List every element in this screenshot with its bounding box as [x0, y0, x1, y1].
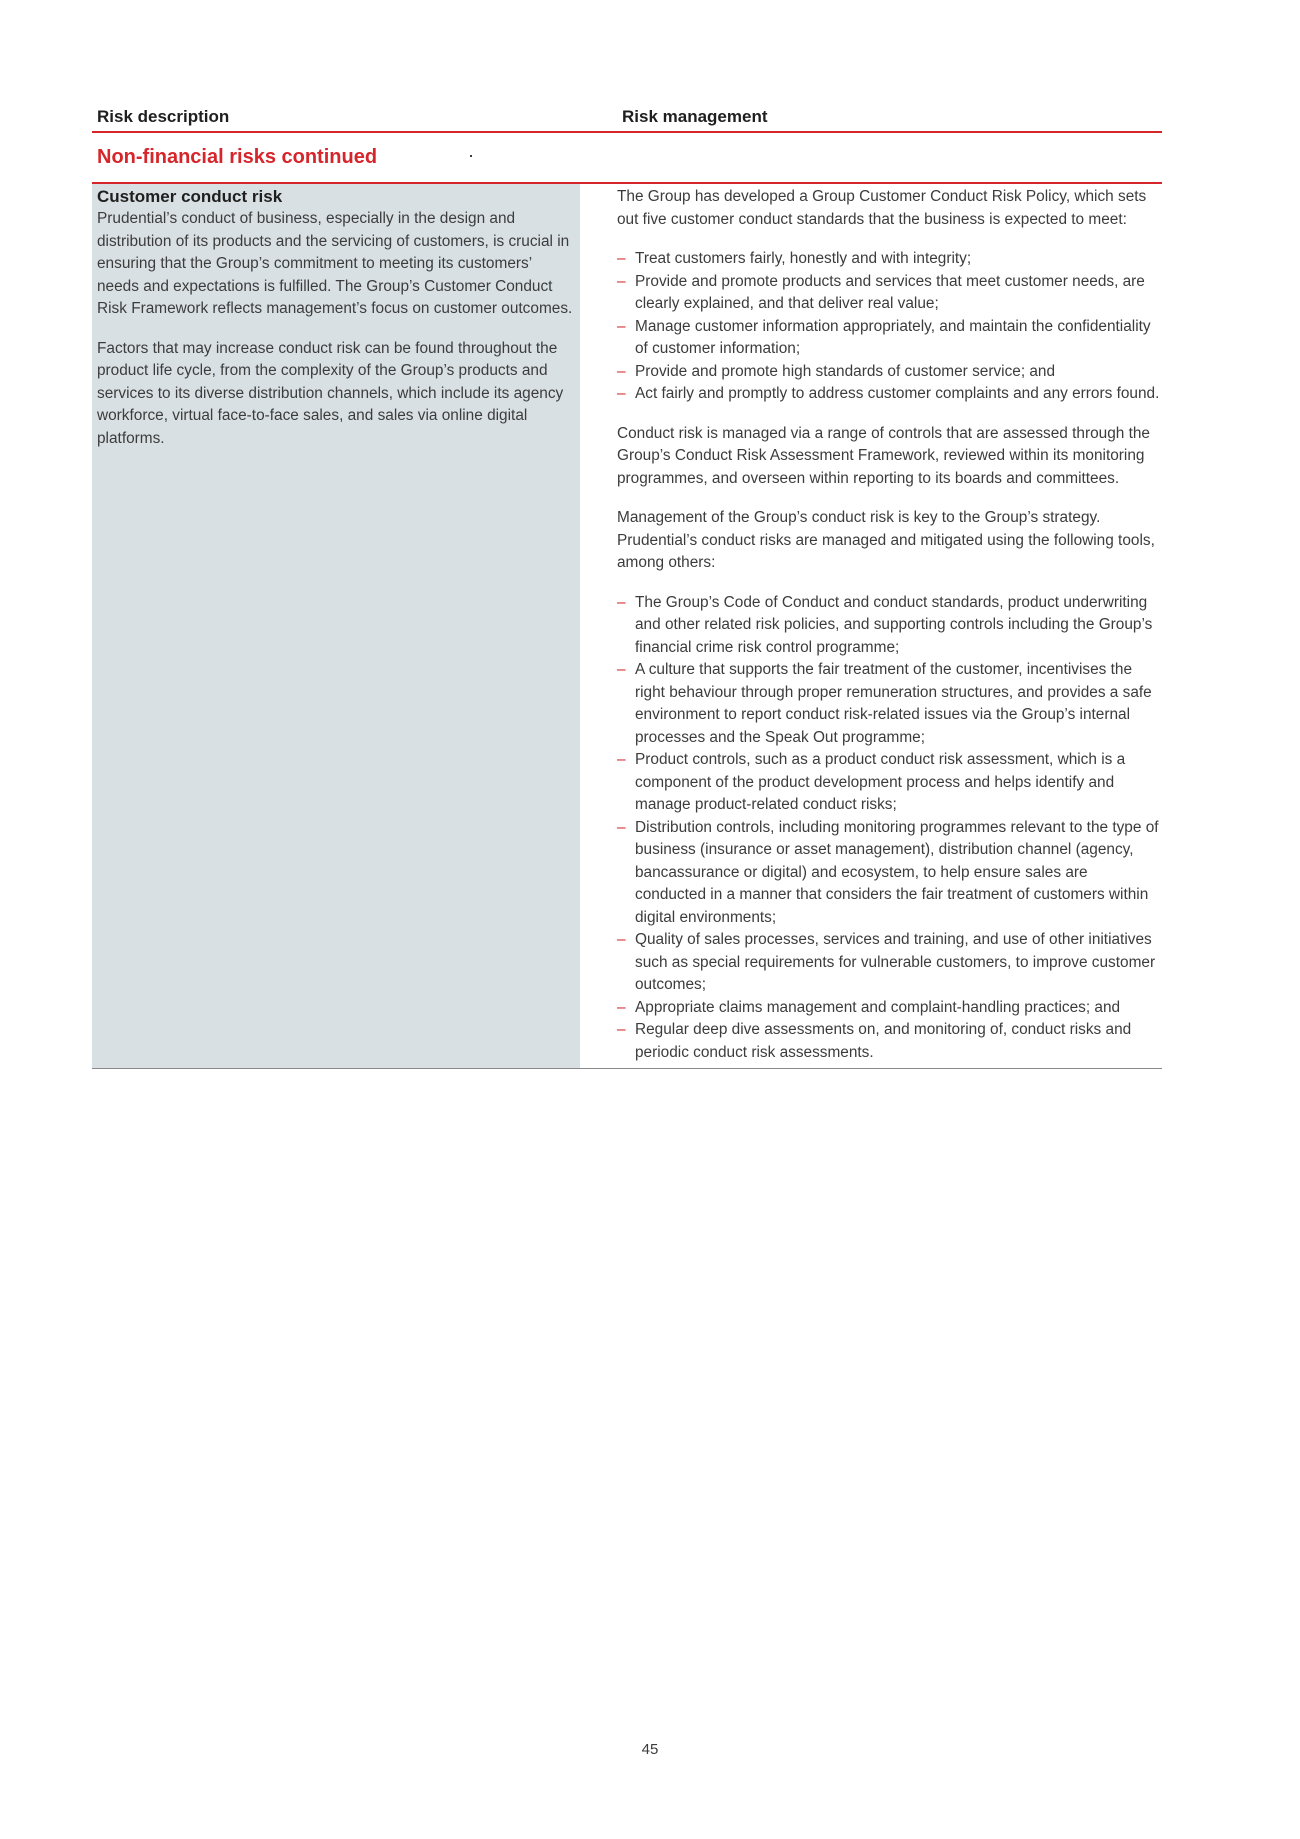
list-item: – The Group’s Code of Conduct and conduct standards, product underwriting and other related risk policies, and supporting controls including the Group’s financial crime risk control programme; — [617, 593, 1153, 656]
dash-bullet-icon: – — [617, 250, 626, 267]
management-paragraph-3: Management of the Group’s conduct risk is key to the Group’s strategy. Prudential’s conduct risks are managed and mitigated using the following tools, among others: — [617, 509, 1155, 571]
risk-description-paragraph-1: Prudential’s conduct of business, especially in the design and distribution of its products and the servicing of customers, is crucial in ensuring that the Group’s commitment to meeting its customers’ needs and expectations is fulfilled. The Group’s Customer Conduct Risk Framework reflects management’s focus on customer outcomes. — [97, 210, 573, 317]
dash-bullet-icon: – — [617, 661, 626, 678]
dash-bullet-icon: – — [617, 362, 626, 380]
list-item: – Distribution controls, including monitoring programmes relevant to the type of business (insurance or asset management), distribution channel (agency, bancassurance or digital) and ecosystem, to help ensure sales are conducted in a manner that considers the fair treatment of customers within digital environments; — [617, 818, 1159, 926]
dash-bullet-icon: – — [617, 317, 626, 335]
risk-management-cell — [617, 184, 1162, 1068]
management-intro: The Group has developed a Group Customer Conduct Risk Policy, which sets out five customer conduct standards that the business is expected to meet: — [617, 188, 1147, 228]
dash-bullet-icon: – — [617, 593, 626, 611]
list-item: – Regular deep dive assessments on, and monitoring of, conduct risks and periodic conduct risk assessments. — [617, 1021, 1132, 1061]
list-item: – A culture that supports the fair treatment of the customer, incentivises the right behaviour through proper remuneration structures, and provides a safe environment to report conduct risk-related issues via the Group’s internal processes and the Speak Out programme; — [617, 661, 1152, 746]
list-item: – Manage customer information appropriately, and maintain the confidentiality of customer information; — [617, 317, 1151, 357]
risk-title: Customer conduct risk — [97, 187, 283, 206]
dash-bullet-icon: – — [617, 998, 626, 1016]
stray-dot — [470, 155, 472, 157]
dash-bullet-icon: – — [617, 751, 626, 768]
header-risk-description: Risk description — [97, 107, 230, 126]
conduct-standards-list — [617, 248, 1162, 406]
dash-bullet-icon: – — [617, 818, 626, 836]
list-item: – Appropriate claims management and complaint-handling practices; and — [617, 997, 1162, 1020]
risk-description-cell — [92, 184, 580, 1068]
list-item: – Act fairly and promptly to address customer complaints and any errors found. — [617, 383, 1162, 406]
list-item: – Treat customers fairly, honestly and with integrity; — [617, 248, 1162, 271]
header-risk-management: Risk management — [622, 107, 768, 126]
list-item: – Quality of sales processes, services and training, and use of other initiatives such as special requirements for vulnerable customers, to improve customer outcomes; — [617, 931, 1156, 993]
dash-bullet-icon: – — [617, 385, 626, 402]
risk-table-row — [92, 184, 1162, 1069]
dash-bullet-icon: – — [617, 272, 626, 290]
list-item: – Provide and promote products and services that meet customer needs, are clearly explained, and that deliver real value; — [617, 272, 1145, 312]
list-item: – Provide and promote high standards of customer service; and — [617, 361, 1162, 384]
list-item: – Product controls, such as a product conduct risk assessment, which is a component of the product development process and helps identify and manage product-related conduct risks; — [617, 751, 1126, 813]
page-number: 45 — [641, 1741, 659, 1758]
dash-bullet-icon: – — [617, 931, 626, 948]
document-page — [92, 100, 1162, 1069]
column-headers — [92, 100, 1162, 133]
dash-bullet-icon: – — [617, 1021, 626, 1038]
management-paragraph-2: Conduct risk is managed via a range of controls that are assessed through the Group’s Conduct Risk Assessment Framework, reviewed within its monitoring programmes, and overseen within reporting to its boards and committees. — [617, 424, 1150, 487]
risk-description-paragraph-2: Factors that may increase conduct risk can be found throughout the product life cycle, from the complexity of the Group’s products and services to its diverse distribution channels, which include its agency workforce, virtual face-to-face sales, and sales via online digital platforms. — [97, 339, 564, 447]
section-title: Non-financial risks continued — [92, 133, 1162, 184]
tools-list — [617, 592, 1162, 1065]
